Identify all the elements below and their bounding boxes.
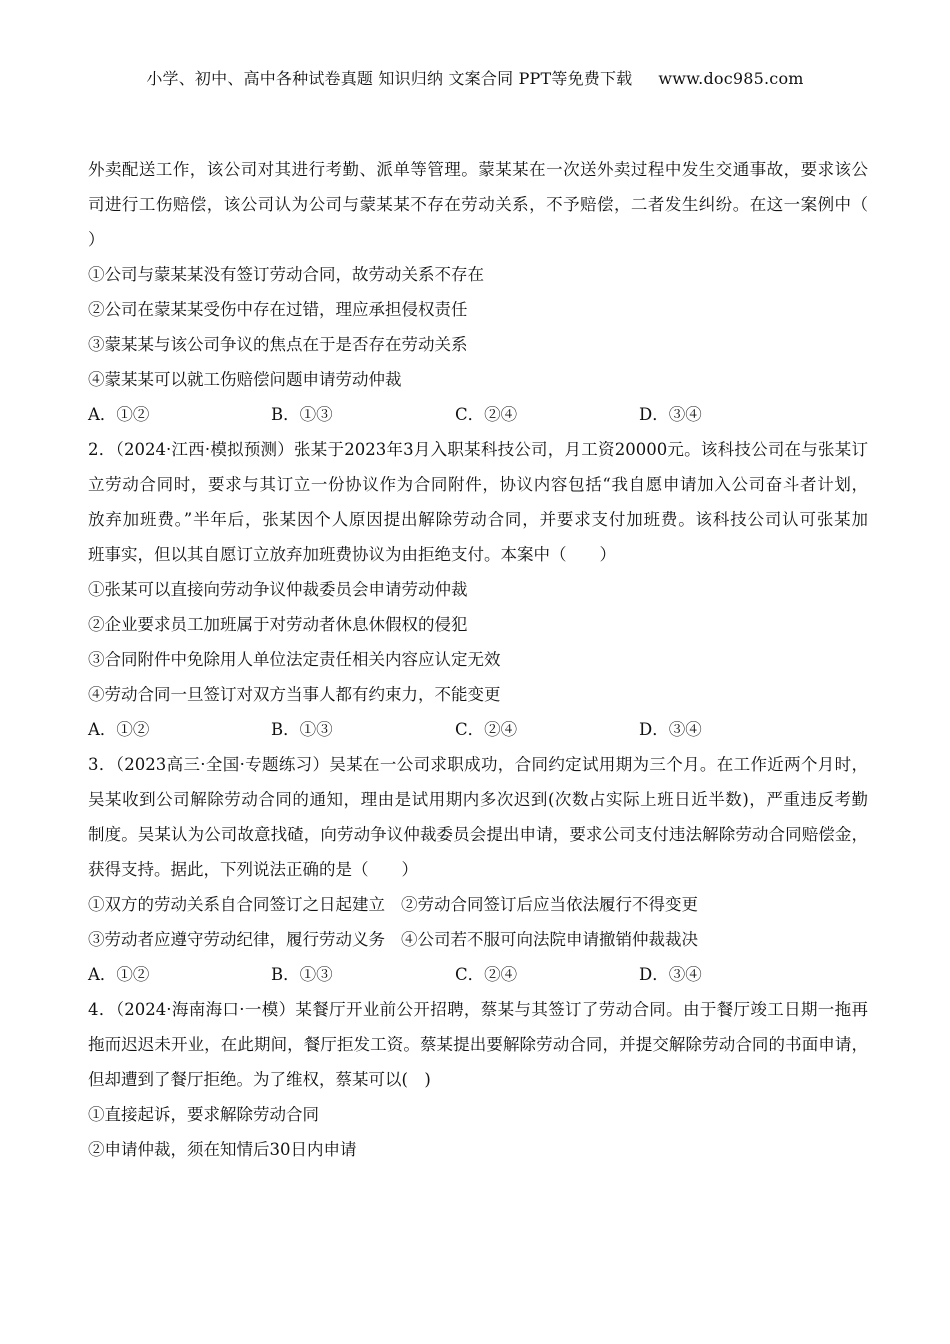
question-2-item: ①张某可以直接向劳动争议仲裁委员会申请劳动仲裁 — [88, 580, 468, 599]
question-3 — [88, 747, 868, 992]
question-2-line: 立劳动合同时，要求与其订立一份协议作为合同附件，协议内容包括“我自愿申请加入公司奋斗者计划， — [88, 475, 868, 494]
question-4-line: 但却遭到了餐厅拒绝。为了维权，蔡某可以( ) — [88, 1070, 431, 1089]
question-2-options — [88, 712, 868, 747]
option-a[interactable]: A．①② — [88, 405, 150, 424]
question-3-item: ①双方的劳动关系自合同签订之日起建立 — [88, 895, 385, 914]
question-4-item: ①直接起诉，要求解除劳动合同 — [88, 1105, 319, 1124]
option-a[interactable]: A．①② — [88, 965, 150, 984]
question-2-item: ②企业要求员工加班属于对劳动者休息休假权的侵犯 — [88, 615, 468, 634]
question-3-line: 3．（2023高三·全国·专题练习）吴某在一公司求职成功，合同约定试用期为三个月。在工作近两个月时， — [88, 755, 868, 774]
option-b[interactable]: B．①③ — [271, 405, 333, 424]
option-c[interactable]: C．②④ — [455, 720, 518, 739]
header-site: www.doc985.com — [658, 69, 804, 88]
question-2-line: 班事实，但以其自愿订立放弃加班费协议为由拒绝支付。本案中（ ） — [88, 545, 616, 564]
question-1-item: ②公司在蒙某某受伤中存在过错，理应承担侵权责任 — [88, 300, 468, 319]
option-d[interactable]: D．③④ — [639, 965, 702, 984]
question-3-item: ②劳动合同签订后应当依法履行不得变更 — [401, 895, 698, 914]
question-3-options — [88, 957, 868, 992]
question-1-options — [88, 397, 868, 432]
question-1-line: 外卖配送工作，该公司对其进行考勤、派单等管理。蒙某某在一次送外卖过程中发生交通事故，要求该公 — [88, 160, 868, 179]
question-1-item: ③蒙某某与该公司争议的焦点在于是否存在劳动关系 — [88, 335, 468, 354]
option-c[interactable]: C．②④ — [455, 405, 518, 424]
option-c[interactable]: C．②④ — [455, 965, 518, 984]
question-2-line: 2．（2024·江西·模拟预测）张某于2023年3月入职某科技公司，月工资20000元。该科技公司在与张某订 — [88, 440, 868, 459]
question-3-line: 获得支持。据此，下列说法正确的是（ ） — [88, 860, 418, 879]
option-d[interactable]: D．③④ — [639, 720, 702, 739]
question-3-item: ③劳动者应遵守劳动纪律，履行劳动义务 — [88, 930, 385, 949]
option-d[interactable]: D．③④ — [639, 405, 702, 424]
option-b[interactable]: B．①③ — [271, 965, 333, 984]
question-2-item: ④劳动合同一旦签订对双方当事人都有约束力，不能变更 — [88, 685, 501, 704]
question-1-item: ①公司与蒙某某没有签订劳动合同，故劳动关系不存在 — [88, 265, 484, 284]
document-body — [88, 152, 868, 1167]
option-b[interactable]: B．①③ — [271, 720, 333, 739]
question-4-item: ②申请仲裁，须在知情后30日内申请 — [88, 1140, 357, 1159]
question-3-line: 制度。吴某认为公司故意找碴，向劳动争议仲裁委员会提出申请，要求公司支付违法解除劳动合同赔偿金， — [88, 825, 868, 844]
question-2-line: 放弃加班费。”半年后，张某因个人原因提出解除劳动合同，并要求支付加班费。该科技公司认可张某加 — [88, 510, 868, 529]
question-4-line: 4．（2024·海南海口·一模）某餐厅开业前公开招聘，蔡某与其签订了劳动合同。由于餐厅竣工日期一拖再 — [88, 1000, 868, 1019]
question-1 — [88, 152, 868, 432]
question-3-line: 吴某收到公司解除劳动合同的通知，理由是试用期内多次迟到(次数占实际上班日近半数)，严重违反考勤 — [88, 790, 868, 809]
header-text: 小学、初中、高中各种试卷真题 知识归纳 文案合同 PPT等免费下载 — [146, 69, 633, 88]
question-3-item: ④公司若不服可向法院申请撤销仲裁裁决 — [401, 930, 698, 949]
question-1-item: ④蒙某某可以就工伤赔偿问题申请劳动仲裁 — [88, 370, 402, 389]
page-header — [0, 66, 950, 89]
question-1-line: 司进行工伤赔偿，该公司认为公司与蒙某某不存在劳动关系，不予赔偿，二者发生纠纷。在这一案例中（ — [88, 195, 868, 214]
question-1-line: ） — [88, 230, 105, 249]
question-4 — [88, 992, 868, 1167]
option-a[interactable]: A．①② — [88, 720, 150, 739]
question-4-line: 拖而迟迟未开业，在此期间，餐厅拒发工资。蔡某提出要解除劳动合同，并提交解除劳动合同的书面申请， — [88, 1035, 868, 1054]
question-2-item: ③合同附件中免除用人单位法定责任相关内容应认定无效 — [88, 650, 501, 669]
question-3-item-row — [88, 922, 868, 957]
question-2 — [88, 432, 868, 747]
question-3-item-row — [88, 887, 868, 922]
